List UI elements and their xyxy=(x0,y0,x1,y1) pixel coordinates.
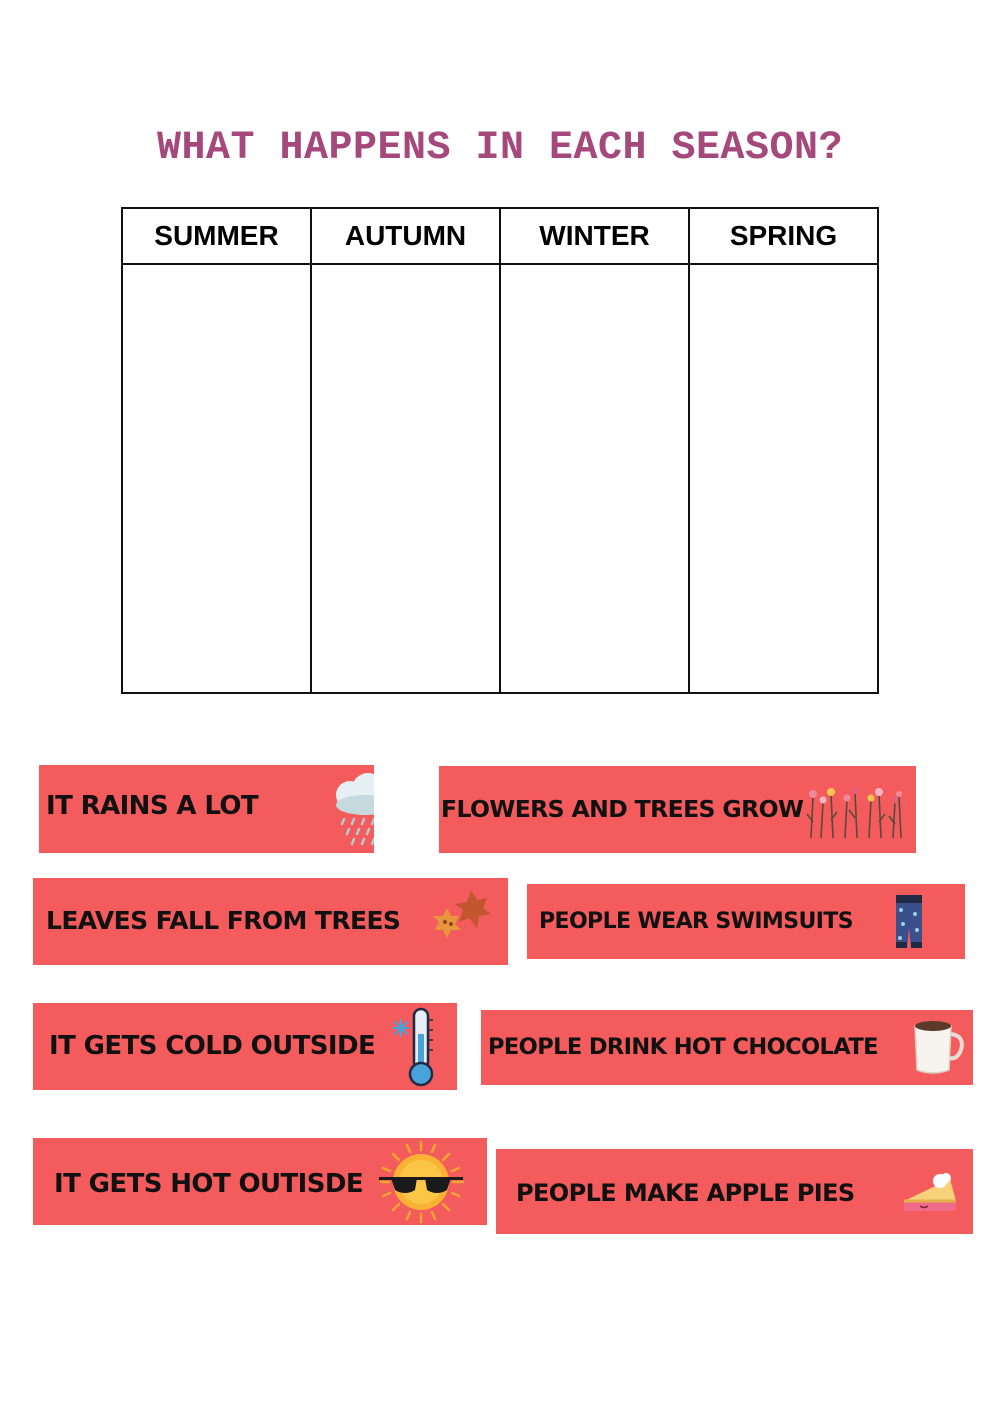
header-summer: SUMMER xyxy=(122,208,311,264)
spring-drop-zone[interactable] xyxy=(689,264,878,693)
card-people-make-apple-pies[interactable] xyxy=(496,1149,973,1234)
card-label: PEOPLE MAKE APPLE PIES xyxy=(516,1179,855,1207)
card-people-drink-hot-chocolate[interactable] xyxy=(481,1010,973,1085)
rain-cloud-icon xyxy=(324,769,374,849)
card-people-wear-swimsuits[interactable] xyxy=(527,884,965,959)
winter-drop-zone[interactable] xyxy=(500,264,689,693)
card-it-rains-a-lot[interactable] xyxy=(39,765,374,853)
header-winter: WINTER xyxy=(500,208,689,264)
card-label: IT RAINS A LOT xyxy=(46,791,259,821)
flowers-icon xyxy=(805,782,905,838)
card-label: PEOPLE DRINK HOT CHOCOLATE xyxy=(488,1034,878,1060)
page-title: WHAT HAPPENS IN EACH SEASON? xyxy=(156,126,844,171)
header-spring: SPRING xyxy=(689,208,878,264)
card-label: LEAVES FALL FROM TREES xyxy=(46,906,401,935)
header-autumn: AUTUMN xyxy=(311,208,500,264)
summer-drop-zone[interactable] xyxy=(122,264,311,693)
seasons-table xyxy=(121,207,879,694)
card-label: FLOWERS AND TREES GROW xyxy=(441,795,804,823)
swimsuit-icon xyxy=(895,894,923,950)
sun-sunglasses-icon xyxy=(377,1140,467,1224)
hot-chocolate-icon xyxy=(911,1016,967,1078)
card-label: IT GETS HOT OUTISDE xyxy=(54,1169,364,1199)
apple-pie-icon xyxy=(900,1171,958,1217)
falling-leaves-icon xyxy=(431,886,493,942)
card-label: PEOPLE WEAR SWIMSUITS xyxy=(539,909,853,934)
thermometer-icon xyxy=(391,1006,441,1088)
card-it-gets-hot-outside[interactable] xyxy=(33,1138,487,1225)
card-leaves-fall-from-trees[interactable] xyxy=(33,878,508,965)
card-flowers-and-trees-grow[interactable] xyxy=(439,766,916,853)
autumn-drop-zone[interactable] xyxy=(311,264,500,693)
card-it-gets-cold-outside[interactable] xyxy=(33,1003,457,1090)
card-label: IT GETS COLD OUTSIDE xyxy=(49,1031,376,1061)
